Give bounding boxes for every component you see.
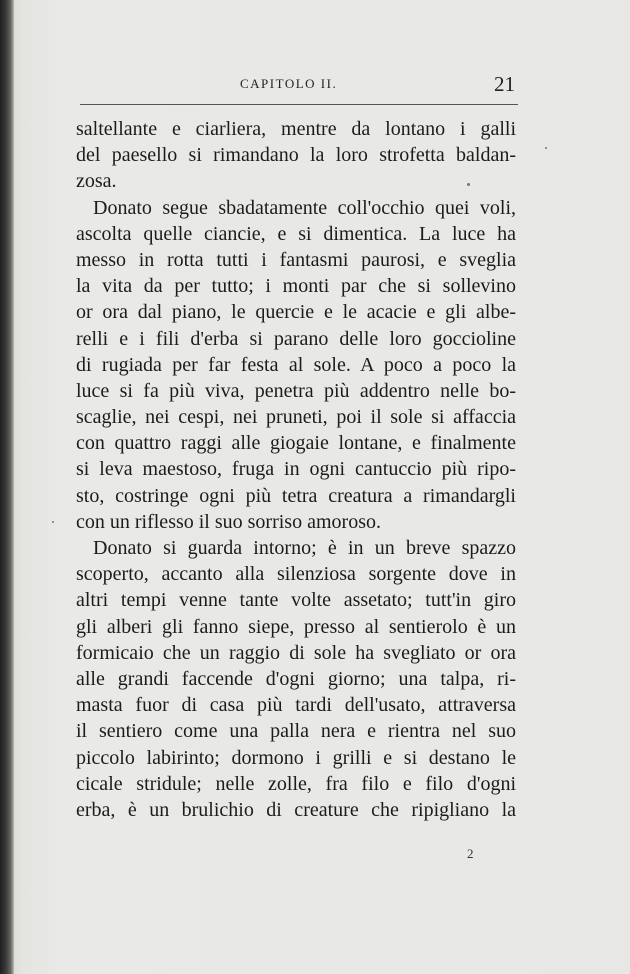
text-line: gli alberi gli fanno siepe, presso al sentierolo è un (76, 615, 516, 638)
page-number: 21 (494, 72, 515, 96)
text-line: masta fuor di casa più tardi dell'usato, attraversa (76, 694, 516, 717)
running-head: CAPITOLO II. (240, 76, 338, 91)
text-line: formicaio che un raggio di sole ha svegliato or ora (76, 641, 516, 664)
text-line: il sentiero come una palla nera e rientra nel suo (76, 720, 516, 743)
text-line: luce si fa più viva, penetra più addentro nelle bo- (76, 379, 516, 402)
text-line: scoperto, accanto alla silenziosa sorgente dove in (76, 563, 516, 586)
text-line: messo in rotta tutti i fantasmi paurosi, e sveglia (76, 248, 516, 271)
header-rule (80, 104, 518, 105)
text-line: del paesello si rimandano la loro strofetta baldan- (76, 144, 516, 167)
text-line: altri tempi venne tante volte assetato; tutt'in giro (76, 589, 516, 612)
text-line: Donato segue sbadatamente coll'occhio quei voli, (93, 196, 516, 219)
body-text (76, 116, 516, 823)
page-binding-edge (0, 0, 14, 974)
text-line: ascolta quelle ciancie, e si dimentica. La luce ha (76, 222, 516, 245)
text-line: si leva maestoso, fruga in ogni cantuccio più ripo- (76, 458, 516, 481)
text-line: or ora dal piano, le quercie e le acacie e gli albe- (76, 301, 516, 324)
text-line: sto, costringe ogni più tetra creatura a rimandargli (76, 484, 516, 507)
text-line: alle grandi faccende d'ogni giorno; una talpa, ri- (76, 667, 516, 690)
text-line: di rugiada per far festa al sole. A poco a poco la (76, 353, 516, 376)
signature-mark: 2 (467, 846, 474, 861)
text-line: zosa. (76, 170, 117, 193)
text-line: Donato si guarda intorno; è in un breve spazzo (93, 537, 516, 559)
text-line: piccolo labirinto; dormono i grilli e si destano le (76, 746, 516, 769)
paper-speck (52, 521, 54, 523)
text-line: con quattro raggi alle giogaie lontane, e finalmente (76, 432, 516, 455)
text-line: erba, è un brulichio di creature che ripigliano la (76, 798, 516, 821)
text-line: cicale stridule; nelle zolle, fra filo e filo d'ogni (76, 772, 516, 795)
paper-speck (545, 147, 547, 149)
text-line: con un riflesso il suo sorriso amoroso. (76, 510, 381, 533)
paper-speck (467, 183, 470, 186)
text-line: scaglie, nei cespi, nei pruneti, poi il sole si affaccia (76, 406, 516, 429)
text-line: relli e i fili d'erba si parano delle loro goccioline (76, 327, 516, 350)
text-line: saltellante e ciarliera, mentre da lontano i galli (76, 118, 516, 140)
text-line: la vita da per tutto; i monti par che si sollevino (76, 275, 516, 298)
